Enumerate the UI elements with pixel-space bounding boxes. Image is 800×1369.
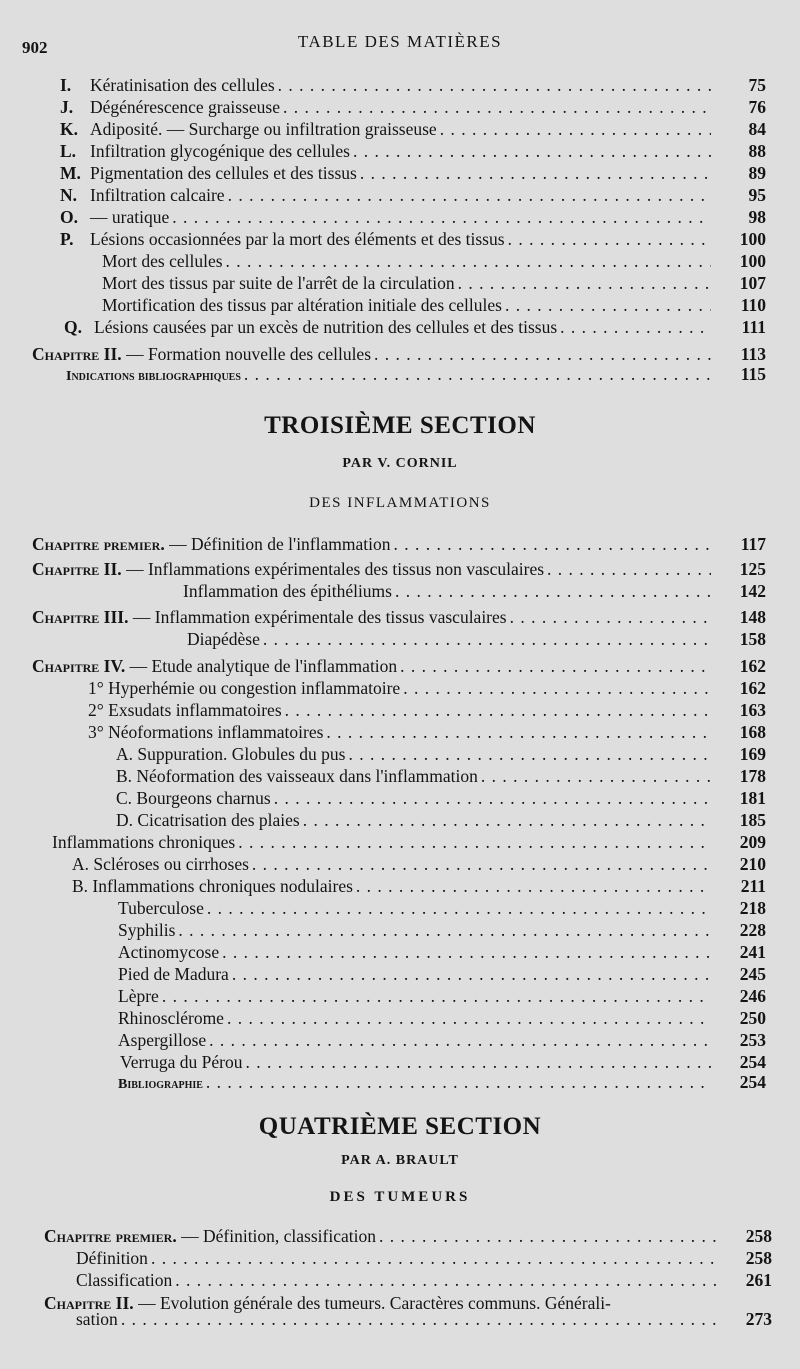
toc-entry: N. Infiltration calcaire . . . 95 — [0, 184, 800, 206]
section-heading: QUATRIÈME SECTION — [258, 1113, 542, 1140]
running-title: TABLE DES MATIÈRES — [297, 32, 503, 51]
toc-entry: Chapitre premier. — Définition de l'inflammation . . . 117 — [0, 533, 800, 555]
toc-entry: Rhinosclérome . . . 250 — [0, 1007, 800, 1029]
toc-entry: Tuberculose . . . 218 — [0, 897, 800, 919]
toc-entry: Inflammations chroniques . . . 209 — [0, 831, 800, 853]
toc-entry: 1° Hyperhémie ou congestion inflammatoire . . . 162 — [0, 677, 800, 699]
section-author: PAR V. CORNIL — [342, 456, 458, 471]
section-subtitle: DES TUMEURS — [329, 1189, 471, 1205]
toc-entry: B. Inflammations chroniques nodulaires . . . 211 — [0, 875, 800, 897]
toc-entry: 3° Néoformations inflammatoires . . . 168 — [0, 721, 800, 743]
toc-entry: A. Scléroses ou cirrhoses . . . 210 — [0, 853, 800, 875]
section-subtitle: DES INFLAMMATIONS — [309, 495, 491, 511]
toc-entry: Syphilis . . . 228 — [0, 919, 800, 941]
toc-entry-first-line: Chapitre II. — Evolution générale des tumeurs. Caractères communs. Générali- — [44, 1293, 611, 1313]
toc-entry: Pied de Madura . . . 245 — [0, 963, 800, 985]
toc-entry: C. Bourgeons charnus . . . 181 — [0, 787, 800, 809]
toc-entry: Chapitre premier. — Définition, classification . . . 258 — [0, 1225, 800, 1247]
page-number: 902 — [22, 38, 48, 57]
toc-entry: Aspergillose . . . 253 — [0, 1029, 800, 1051]
section-author: PAR A. BRAULT — [341, 1153, 459, 1168]
toc-entry: Mort des tissus par suite de l'arrêt de la circulation . . . 107 — [0, 272, 800, 294]
toc-entry: Lèpre . . . 246 — [0, 985, 800, 1007]
toc-entry: L. Infiltration glycogénique des cellules . . . 88 — [0, 140, 800, 162]
toc-entry: M. Pigmentation des cellules et des tissus . . . 89 — [0, 162, 800, 184]
toc-entry: J. Dégénérescence graisseuse . . . 76 — [0, 96, 800, 118]
toc-entry: Chapitre II. — Formation nouvelle des cellules . . . 113 — [0, 343, 800, 365]
toc-entry: Mortification des tissus par altération initiale des cellules . . . 110 — [0, 294, 800, 316]
toc-entry: Définition . . . 258 — [0, 1247, 800, 1269]
toc-entry: A. Suppuration. Globules du pus . . . 169 — [0, 743, 800, 765]
section-heading: TROISIÈME SECTION — [264, 412, 536, 439]
toc-entry: Classification . . . 261 — [0, 1269, 800, 1291]
toc-entry: B. Néoformation des vaisseaux dans l'inflammation . . . 178 — [0, 765, 800, 787]
toc-entry: 2° Exsudats inflammatoires . . . 163 — [0, 699, 800, 721]
toc-entry: K. Adiposité. — Surcharge ou infiltration graisseuse . . . 84 — [0, 118, 800, 140]
toc-entry: Q. Lésions causées par un excès de nutrition des cellules et des tissus . . . 111 — [0, 316, 800, 338]
toc-entry: Chapitre IV. — Etude analytique de l'inflammation . . . 162 — [0, 655, 800, 677]
toc-entry: P. Lésions occasionnées par la mort des éléments et des tissus . . . 100 — [0, 228, 800, 250]
toc-entry: Diapédèse . . . 158 — [0, 628, 800, 650]
toc-entry: O. — uratique . . . 98 — [0, 206, 800, 228]
toc-entry: Inflammation des épithéliums . . . 142 — [0, 580, 800, 602]
toc-entry: Chapitre III. — Inflammation expérimentale des tissus vasculaires . . . 148 — [0, 606, 800, 628]
toc-entry: I. Kératinisation des cellules . . . 75 — [0, 74, 800, 96]
toc-entry: Chapitre II. — Inflammations expérimentales des tissus non vasculaires . . . 125 — [0, 558, 800, 580]
toc-entry: D. Cicatrisation des plaies . . . 185 — [0, 809, 800, 831]
toc-entry: Verruga du Pérou . . . 254 — [0, 1051, 800, 1073]
toc-entry: sation . . . 273 — [0, 1308, 800, 1330]
toc-entry: Bibliographie . . . 254 — [0, 1071, 800, 1093]
toc-entry: Indications bibliographiques . . . 115 — [0, 363, 800, 385]
toc-entry: Actinomycose . . . 241 — [0, 941, 800, 963]
toc-entry: Mort des cellules . . . 100 — [0, 250, 800, 272]
